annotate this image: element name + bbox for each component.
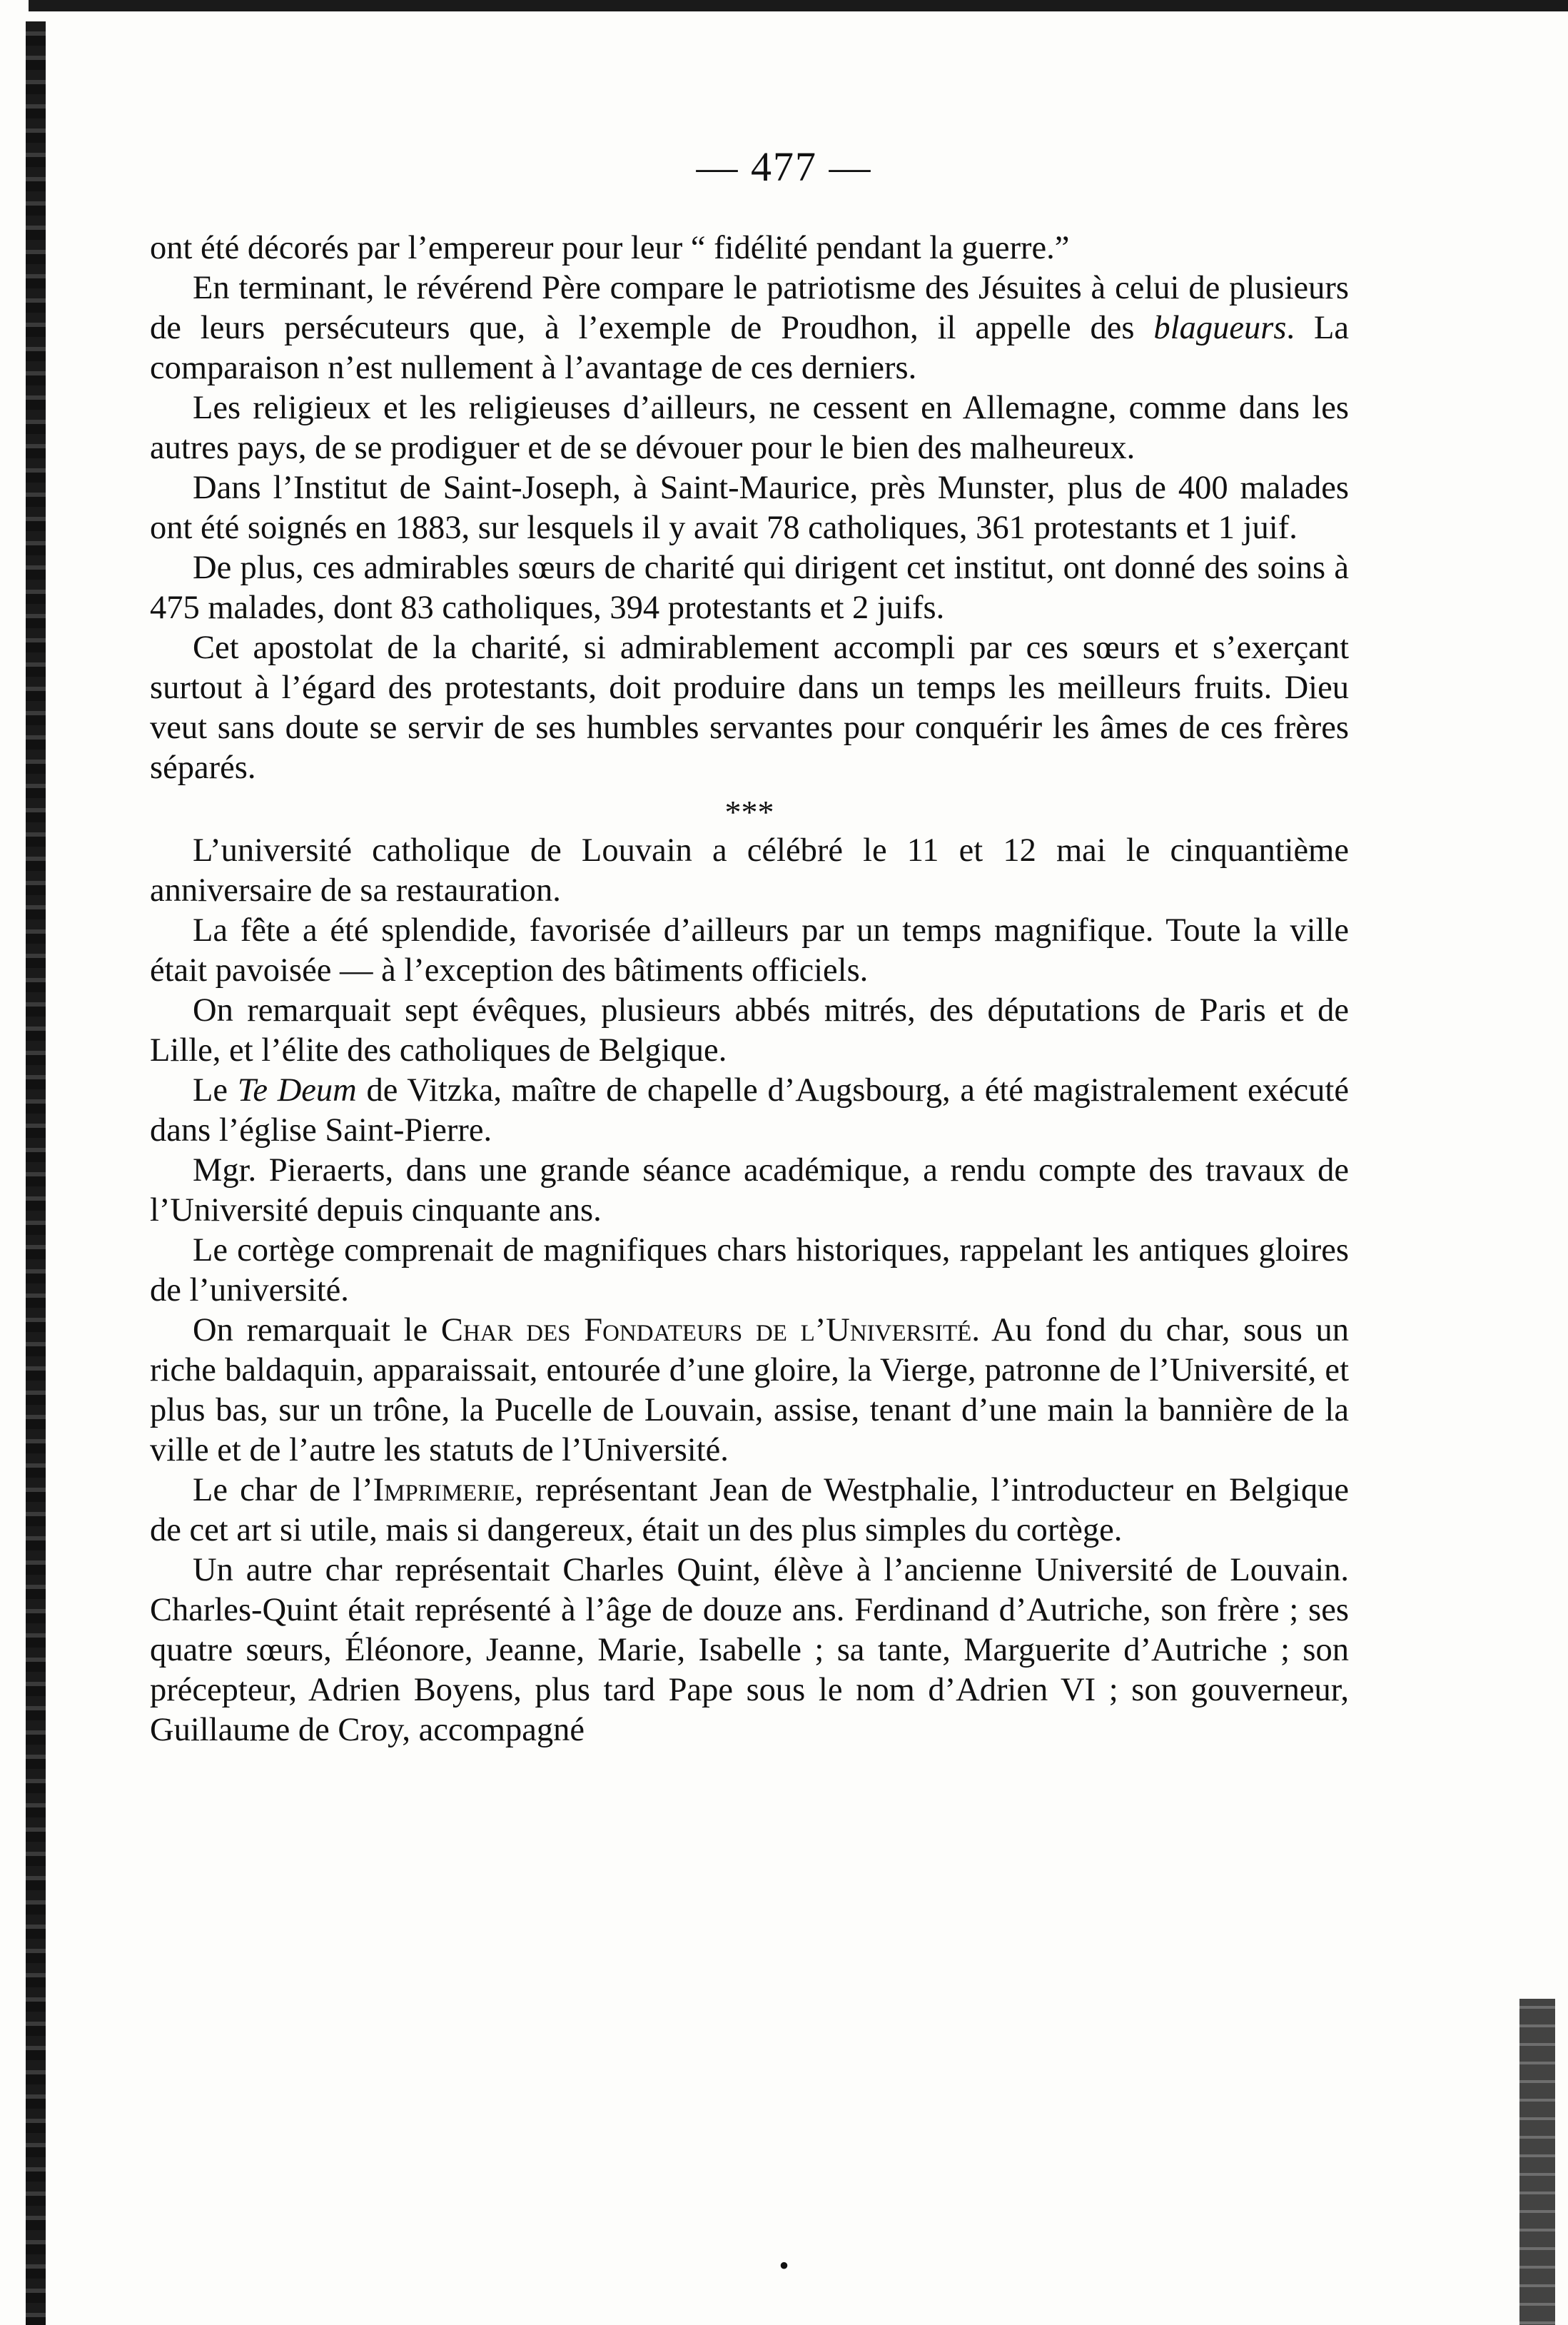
text-run: Imprimerie (373, 1472, 515, 1508)
text-run: Char des Fondateurs de l’Université (440, 1312, 972, 1348)
text-run: Te Deum (237, 1072, 357, 1109)
text-run: Cet apostolat de la charité, si admirablement accompli par ces sœurs et s’exerçant surtout à l’égard des protestants, doit produire dans un temps les meilleurs fruits. Dieu veut sans doute se servir de ses humbles servantes pour conquérir les âmes de ces frères séparés. (150, 630, 1349, 786)
paragraph (150, 1550, 1349, 1750)
text-run: Le char de l’ (193, 1472, 373, 1508)
page-number: — 477 — (696, 143, 872, 190)
text-run: Dans l’Institut de Saint-Joseph, à Saint-Maurice, près Munster, plus de 400 malades ont été soignés en 1883, sur lesquels il y avait 78 catholiques, 361 protestants et 1 juif. (150, 470, 1349, 546)
text-run: Le cortège comprenait de magnifiques chars historiques, rappelant les antiques gloires de l’université. (150, 1232, 1349, 1308)
binding-edge (26, 21, 46, 2325)
paragraph (150, 468, 1349, 548)
text-run: Mgr. Pieraerts, dans une grande séance académique, a rendu compte des travaux de l’Université depuis cinquante ans. (150, 1152, 1349, 1229)
body-text (150, 228, 1349, 1750)
text-run: On remarquait sept évêques, plusieurs abbés mitrés, des députations de Paris et de Lille, et l’élite des catholiques de Belgique. (150, 992, 1349, 1069)
text-run: . Au fond du char, sous un riche baldaquin, apparaissait, entourée d’une gloire, la Vierge, patronne de l’Université, et plus bas, sur un trône, la Pucelle de Louvain, assise, tenant d’une main la bannière de la ville et de l’autre les statuts de l’Université. (150, 1312, 1349, 1468)
text-run: On remarquait le (193, 1312, 441, 1348)
paragraph (150, 1231, 1349, 1311)
paragraph (150, 1151, 1349, 1231)
text-run: Les religieux et les religieuses d’ailleurs, ne cessent en Allemagne, comme dans les autres pays, de se prodiguer et de se dévouer pour le bien des malheureux. (150, 390, 1349, 466)
paragraph (150, 1071, 1349, 1151)
text-run: de Vitzka, maître de chapelle d’Augsbourg, a été magistralement exécuté dans l’église Saint-Pierre. (150, 1072, 1349, 1149)
paragraph (150, 831, 1349, 911)
paragraph (150, 1311, 1349, 1471)
text-run: ont été décorés par l’empereur pour leur “ fidélité pendant la guerre.” (150, 230, 1070, 266)
text-run: En terminant, le révérend Père compare le patriotisme des Jésuites à celui de plusieurs de leurs persécuteurs que, à l’exemple de Proudhon, il appelle des (150, 270, 1349, 346)
footer-mark: • (779, 2249, 789, 2281)
text-run: . La comparaison n’est nullement à l’avantage de ces derniers. (150, 310, 1349, 386)
page-top-border (29, 0, 1568, 11)
section-separator: *** (724, 794, 774, 830)
paragraph (150, 228, 1349, 268)
text-run: De plus, ces admirables sœurs de charité qui dirigent cet institut, ont donné des soins à 475 malades, dont 83 catholiques, 394 protestants et 2 juifs. (150, 550, 1349, 626)
paragraph (150, 911, 1349, 991)
text-run: L’université catholique de Louvain a célébré le 11 et 12 mai le cinquantième anniversaire de sa restauration. (150, 832, 1349, 909)
text-run: , représentant Jean de Westphalie, l’introducteur en Belgique de cet art si utile, mais si dangereux, était un des plus simples du cortège. (150, 1472, 1349, 1548)
text-run: Le (193, 1072, 238, 1109)
paragraph (150, 1471, 1349, 1550)
paragraph (150, 268, 1349, 388)
text-run: blagueurs (1153, 310, 1287, 346)
paragraph (150, 548, 1349, 628)
paragraph (150, 388, 1349, 468)
paragraph (150, 628, 1349, 788)
text-run: Un autre char représentait Charles Quint, élève à l’ancienne Université de Louvain. Charles-Quint était représenté à l’âge de douze ans. Ferdinand d’Autriche, son frère ; ses quatre sœurs, Éléonore, Jeanne, Marie, Isabelle ; sa tante, Marguerite d’Autriche ; son précepteur, Adrien Boyens, plus tard Pape sous le nom d’Adrien VI ; son gouverneur, Guillaume de Croy, accompagné (150, 1552, 1349, 1748)
text-run: La fête a été splendide, favorisée d’ailleurs par un temps magnifique. Toute la ville était pavoisée — à l’exception des bâtiments officiels. (150, 912, 1349, 989)
paragraph (150, 991, 1349, 1071)
